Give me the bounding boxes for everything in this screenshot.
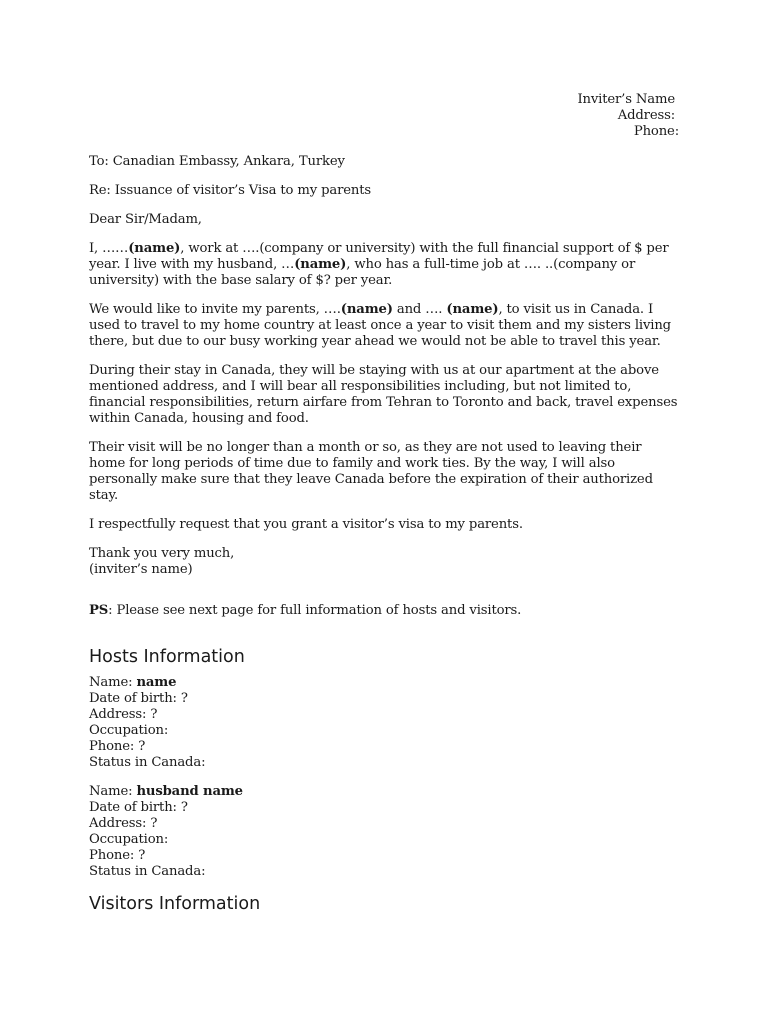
inviter-phone: Phone: <box>633 124 679 139</box>
p2-parent-name-2: (name) <box>446 302 499 317</box>
salutation: Dear Sir/Madam, <box>89 212 202 227</box>
host-1-info <box>89 675 679 771</box>
postscript <box>89 603 679 619</box>
host-2-status: Status in Canada: <box>89 864 206 879</box>
hosts-heading: Hosts Information <box>89 647 245 667</box>
host-2-dob: Date of birth: ? <box>89 800 188 815</box>
host-2-name <box>89 784 679 800</box>
paragraph-stay: During their stay in Canada, they will be staying with us at our apartment at the above mentioned address, and I will bear all responsibilities including, but not limited to, financial responsibilities, return airfare from Tehran to Toronto and back, travel expenses within Canada, housing and food. <box>89 363 678 426</box>
p1-text-c: , work at ….(company or university) with the full financial support of $ per year. I live with my husband, … <box>89 241 669 272</box>
host-2-address: Address: ? <box>89 816 158 831</box>
p2-text-a: We would like to invite my parents, …. <box>89 302 341 317</box>
paragraph-request: I respectfully request that you grant a visitor’s visa to my parents. <box>89 517 523 532</box>
inviter-address: Address: <box>617 108 675 123</box>
visitors-heading: Visitors Information <box>89 894 261 914</box>
host-2-name-label: Name: <box>89 784 137 799</box>
inviter-name: Inviter’s Name <box>577 92 675 107</box>
closing-signature: (inviter’s name) <box>89 562 193 577</box>
host-1-status: Status in Canada: <box>89 755 206 770</box>
p1-husband-name-placeholder: (name) <box>294 257 347 272</box>
host-1-address: Address: ? <box>89 707 158 722</box>
p1-text-e: , who has a full-time job at …. ..(company or university) with the base salary of $? per year. <box>89 257 636 288</box>
host-2-phone: Phone: ? <box>89 848 146 863</box>
host-1-name-label: Name: <box>89 675 137 690</box>
host-2-info <box>89 784 679 880</box>
p2-text-c: and …. <box>392 302 447 317</box>
p2-text-e: , to visit us in Canada. I used to travel to my home country at least once a year to visit them and my sisters living there, but due to our busy working year ahead we would not be able to travel this year. <box>89 302 671 349</box>
host-1-occupation: Occupation: <box>89 723 169 738</box>
host-2-name-value: husband name <box>136 784 243 799</box>
p1-text-a: I, …… <box>89 241 129 256</box>
host-1-name-value: name <box>136 675 177 690</box>
recipient-line: To: Canadian Embassy, Ankara, Turkey <box>89 154 345 169</box>
host-1-name <box>89 675 679 691</box>
closing <box>89 546 679 578</box>
ps-text: : Please see next page for full information of hosts and visitors. <box>108 603 522 618</box>
paragraph-duration: Their visit will be no longer than a month or so, as they are not used to leaving their home for long periods of time due to family and work ties. By the way, I will also personally make sure that they leave Canada before the expiration of their authorized stay. <box>89 440 653 503</box>
paragraph-invitation <box>89 302 679 350</box>
p2-parent-name-1: (name) <box>340 302 393 317</box>
ps-label: PS <box>89 603 109 618</box>
host-1-phone: Phone: ? <box>89 739 146 754</box>
inviter-header <box>89 92 679 140</box>
host-1-dob: Date of birth: ? <box>89 691 188 706</box>
subject-line: Re: Issuance of visitor’s Visa to my parents <box>89 183 371 198</box>
host-2-occupation: Occupation: <box>89 832 169 847</box>
p1-name-placeholder: (name) <box>128 241 181 256</box>
paragraph-employment <box>89 241 679 289</box>
letter-content <box>89 92 679 922</box>
closing-thanks: Thank you very much, <box>89 546 235 561</box>
